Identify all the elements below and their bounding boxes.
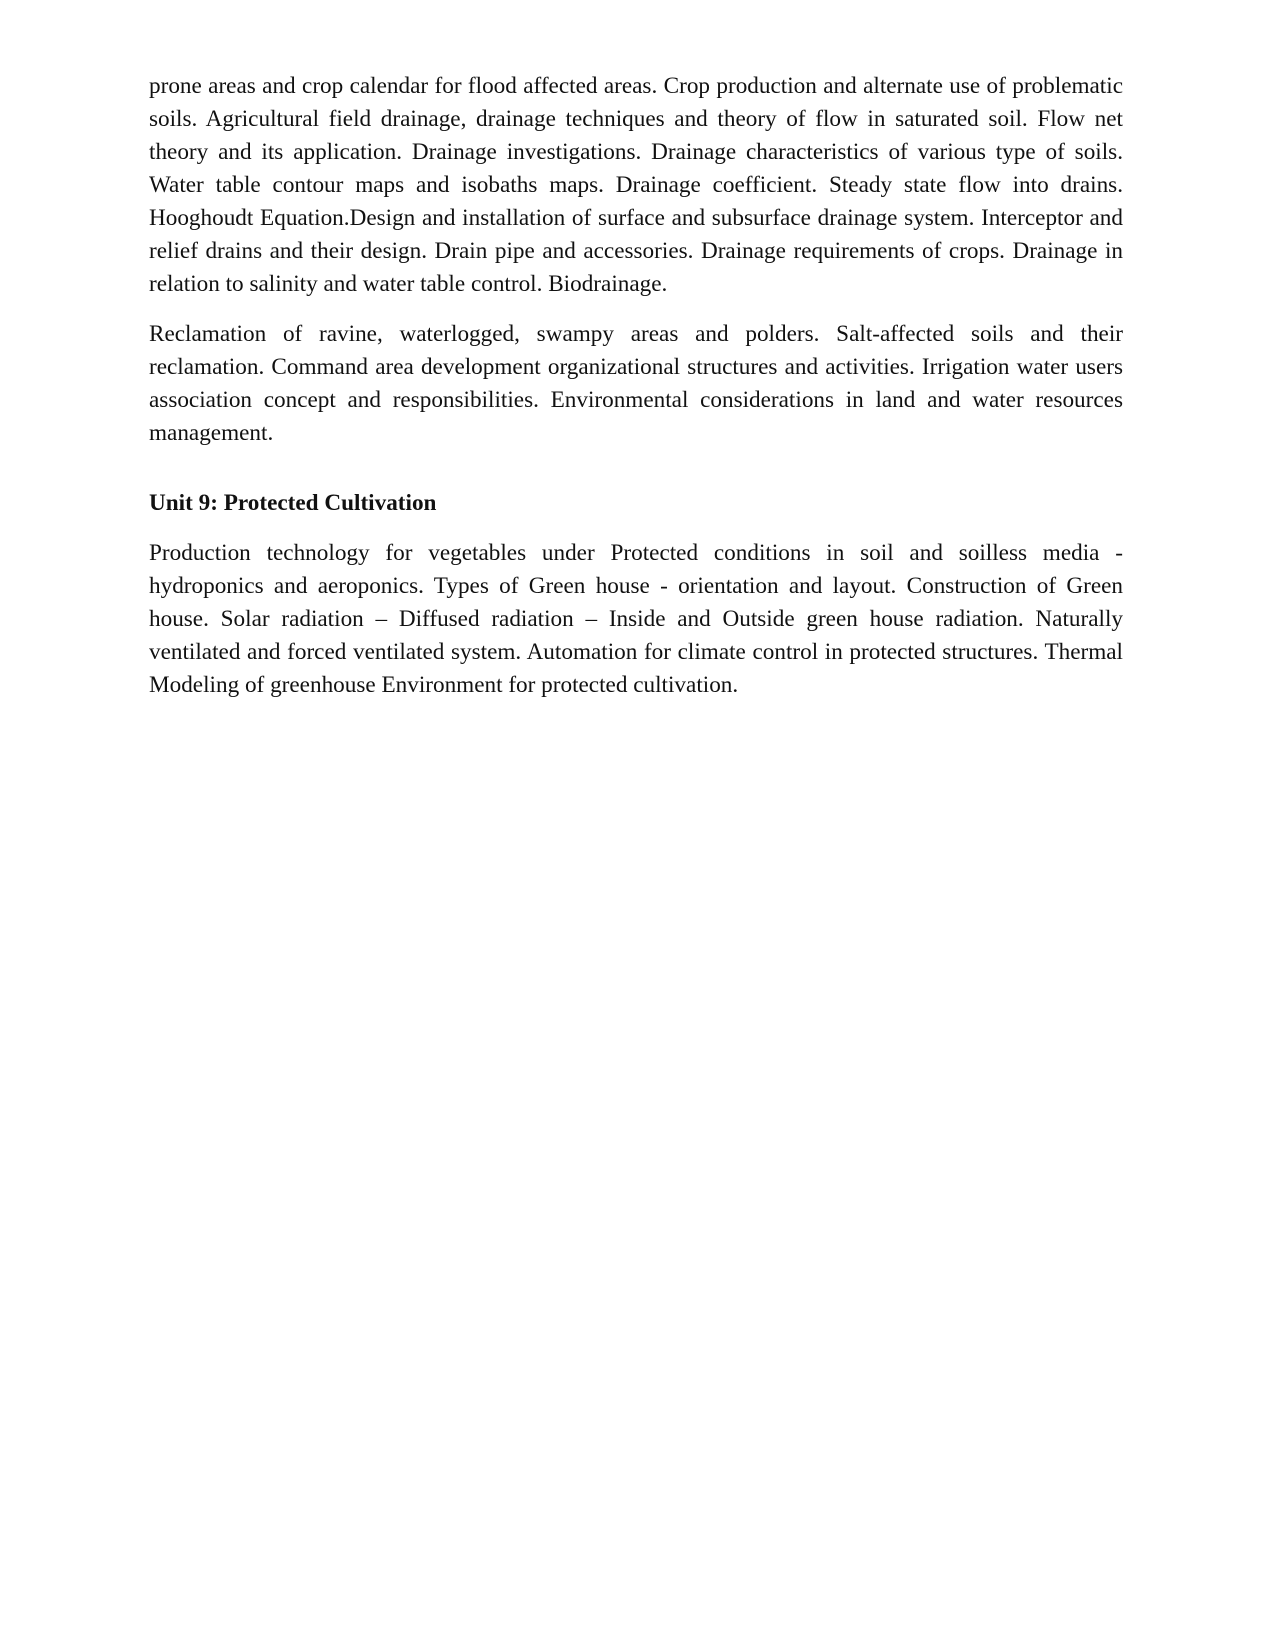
document-page [149,70,1123,719]
unit-heading: Unit 9: Protected Cultivation [149,490,437,516]
paragraph-drainage: prone areas and crop calendar for flood affected areas. Crop production and alternate use of problematic soils. Agricultural field drainage, drainage techniques and theory of flow in saturated soil. Flow net theory and its application. Drainage investigations. Drainage characteristics of various type of soils. Water table contour maps and isobaths maps. Drainage coefficient. Steady state flow into drains. Hooghoudt Equation.Design and installation of surface and subsurface drainage system. Interceptor and relief drains and their design. Drain pipe and accessories. Drainage requirements of crops. Drainage in relation to salinity and water table control. Biodrainage. [149,73,1123,297]
paragraph-protected-cultivation: Production technology for vegetables under Protected conditions in soil and soilless media - hydroponics and aeroponics. Types of Green house - orientation and layout. Construction of Green house. Solar radiation – Diffused radiation – Inside and Outside green house radiation. Naturally ventilated and forced ventilated system. Automation for climate control in protected structures. Thermal Modeling of greenhouse Environment for protected cultivation. [149,540,1123,698]
paragraph-reclamation: Reclamation of ravine, waterlogged, swampy areas and polders. Salt-affected soils and their reclamation. Command area development organizational structures and activities. Irrigation water users association concept and responsibilities. Environmental considerations in land and water resources management. [149,321,1123,446]
